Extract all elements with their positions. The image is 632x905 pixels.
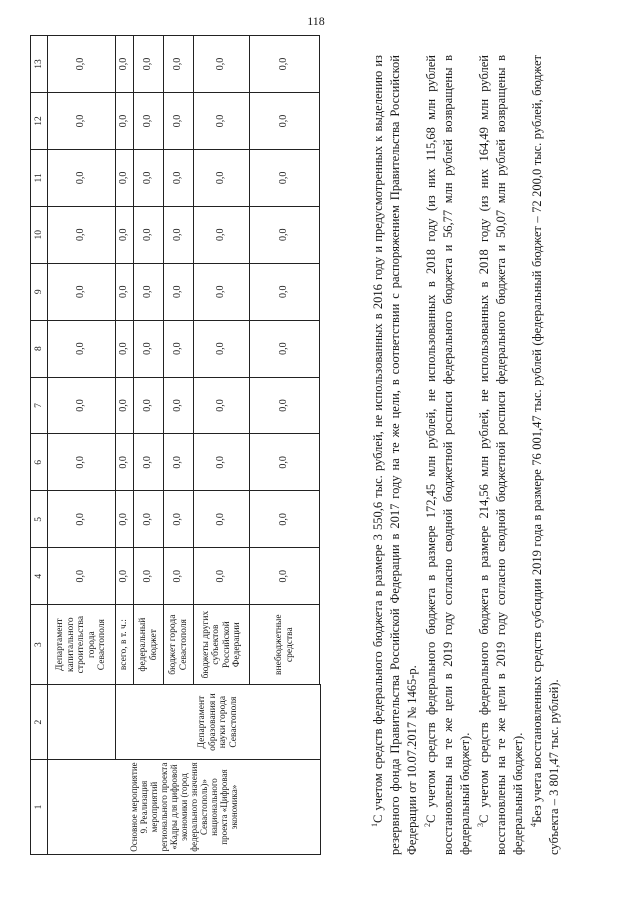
col-header: 12	[31, 93, 48, 150]
col-header: 6	[31, 434, 48, 491]
col-header: 1	[31, 760, 48, 855]
footnote-text: С учетом средств федерального бюджета в размере 214,56 млн рублей, не использованных в 2018 году (из них 164,49 млн рублей восстановлены на те же цели в 2019 году согласно сводной бюджетной росписи федерального бюджета и 50,07 млн рублей возвращены в федеральный бюджет).	[477, 55, 525, 855]
row-label: всего, в т. ч.:	[116, 605, 134, 685]
col-header: 13	[31, 36, 48, 93]
value-cell: 0,0	[194, 93, 250, 150]
value-cell: 0,0	[116, 149, 134, 206]
col-header: 9	[31, 263, 48, 320]
row-label: бюджеты других субъектов Российской Федерации	[194, 605, 250, 685]
value-cell: 0,0	[194, 263, 250, 320]
value-cell: 0,0	[194, 320, 250, 377]
value-cell: 0,0	[134, 548, 164, 605]
value-cell: 0,0	[134, 36, 164, 93]
value-cell: 0,0	[134, 377, 164, 434]
value-cell: 0,0	[116, 491, 134, 548]
value-cell: 0,0	[134, 320, 164, 377]
value-cell: 0,0	[48, 206, 116, 263]
col-header: 8	[31, 320, 48, 377]
value-cell: 0,0	[250, 434, 320, 491]
value-cell: 0,0	[48, 320, 116, 377]
value-cell: 0,0	[134, 434, 164, 491]
row-label: федеральный бюджет	[134, 605, 164, 685]
rotated-page-content	[30, 35, 602, 855]
value-cell: 0,0	[194, 36, 250, 93]
value-cell: 0,0	[48, 548, 116, 605]
table-header-row	[31, 36, 48, 855]
value-cell: 0,0	[48, 149, 116, 206]
value-cell: 0,0	[48, 434, 116, 491]
value-cell: 0,0	[164, 320, 194, 377]
value-cell: 0,0	[164, 263, 194, 320]
value-cell: 0,0	[250, 36, 320, 93]
value-cell: 0,0	[164, 491, 194, 548]
budget-table	[30, 35, 321, 855]
table-row	[48, 36, 116, 855]
value-cell: 0,0	[116, 548, 134, 605]
dept-education-cell: Департамент образования и науки города Севастополя	[116, 685, 321, 760]
value-cell: 0,0	[116, 36, 134, 93]
footnote-mark: 4	[528, 823, 538, 827]
value-cell: 0,0	[116, 263, 134, 320]
value-cell: 0,0	[134, 149, 164, 206]
footnotes	[370, 55, 565, 855]
value-cell: 0,0	[116, 320, 134, 377]
row-label: бюджет города Севастополя	[164, 605, 194, 685]
value-cell: 0,0	[134, 491, 164, 548]
value-cell: 0,0	[164, 149, 194, 206]
value-cell: 0,0	[250, 206, 320, 263]
dept-capital-cell: Департамент капитального строительства города Севастополя	[48, 605, 116, 685]
page-number: 118	[307, 14, 325, 28]
value-cell: 0,0	[194, 149, 250, 206]
value-cell: 0,0	[164, 36, 194, 93]
footnote	[370, 55, 421, 855]
value-cell: 0,0	[48, 491, 116, 548]
event-cell: Основное мероприятие 9. Реализация мероприятий регионального проекта «Кадры для цифровой экономики (город федерального значения Севастополь)» национального проекта «Цифровая экономика»	[48, 760, 321, 855]
value-cell: 0,0	[48, 263, 116, 320]
footnote-mark: 1	[369, 823, 379, 827]
col-header: 2	[31, 685, 48, 760]
value-cell: 0,0	[164, 434, 194, 491]
value-cell: 0,0	[134, 263, 164, 320]
empty-cell	[48, 685, 116, 760]
value-cell: 0,0	[164, 206, 194, 263]
col-header: 11	[31, 149, 48, 206]
value-cell: 0,0	[134, 93, 164, 150]
footnote	[529, 55, 563, 855]
footnote	[423, 55, 474, 855]
footnote-text: Без учета восстановленных средств субсидии 2019 года в размере 76 001,47 тыс. рублей (федеральный бюджет – 72 200,0 тыс. рублей, бюджет субъекта – 3 801,47 тыс. рублей).	[530, 55, 561, 855]
footnote	[476, 55, 527, 855]
footnote-text: С учетом средств федерального бюджета в размере 3 550,6 тыс. рублей, не использованных в 2016 году и предусмотренных к выделению из резервного фонда Правительства Российской Федерации в 2017 году на те же цели, в соответствии с распоряжением Правительства Российской Федерации от 10.07.2017 № 1465-р.	[371, 55, 419, 855]
value-cell: 0,0	[48, 377, 116, 434]
value-cell: 0,0	[116, 377, 134, 434]
value-cell: 0,0	[164, 93, 194, 150]
value-cell: 0,0	[194, 206, 250, 263]
row-label: внебюджетные средства	[250, 605, 320, 685]
value-cell: 0,0	[116, 434, 134, 491]
value-cell: 0,0	[250, 491, 320, 548]
value-cell: 0,0	[164, 377, 194, 434]
value-cell: 0,0	[116, 206, 134, 263]
value-cell: 0,0	[48, 93, 116, 150]
value-cell: 0,0	[194, 434, 250, 491]
spacer-cell	[320, 36, 321, 685]
footnote-mark: 3	[475, 823, 485, 827]
value-cell: 0,0	[194, 377, 250, 434]
value-cell: 0,0	[194, 548, 250, 605]
footnote-text: С учетом средств федерального бюджета в размере 172,45 млн рублей, не использованных в 2018 году (из них 115,68 млн рублей восстановлены на те же цели в 2019 году согласно сводной бюджетной росписи федерального бюджета и 56,77 млн рублей возвращены в федеральный бюджет).	[424, 55, 472, 855]
value-cell: 0,0	[134, 206, 164, 263]
col-header: 4	[31, 548, 48, 605]
col-header: 7	[31, 377, 48, 434]
col-header: 5	[31, 491, 48, 548]
table-row	[116, 36, 134, 855]
value-cell: 0,0	[194, 491, 250, 548]
value-cell: 0,0	[48, 36, 116, 93]
value-cell: 0,0	[116, 93, 134, 150]
value-cell: 0,0	[250, 93, 320, 150]
value-cell: 0,0	[250, 377, 320, 434]
value-cell: 0,0	[250, 263, 320, 320]
value-cell: 0,0	[164, 548, 194, 605]
value-cell: 0,0	[250, 320, 320, 377]
col-header: 10	[31, 206, 48, 263]
col-header: 3	[31, 605, 48, 685]
footnote-mark: 2	[422, 823, 432, 827]
value-cell: 0,0	[250, 149, 320, 206]
value-cell: 0,0	[250, 548, 320, 605]
